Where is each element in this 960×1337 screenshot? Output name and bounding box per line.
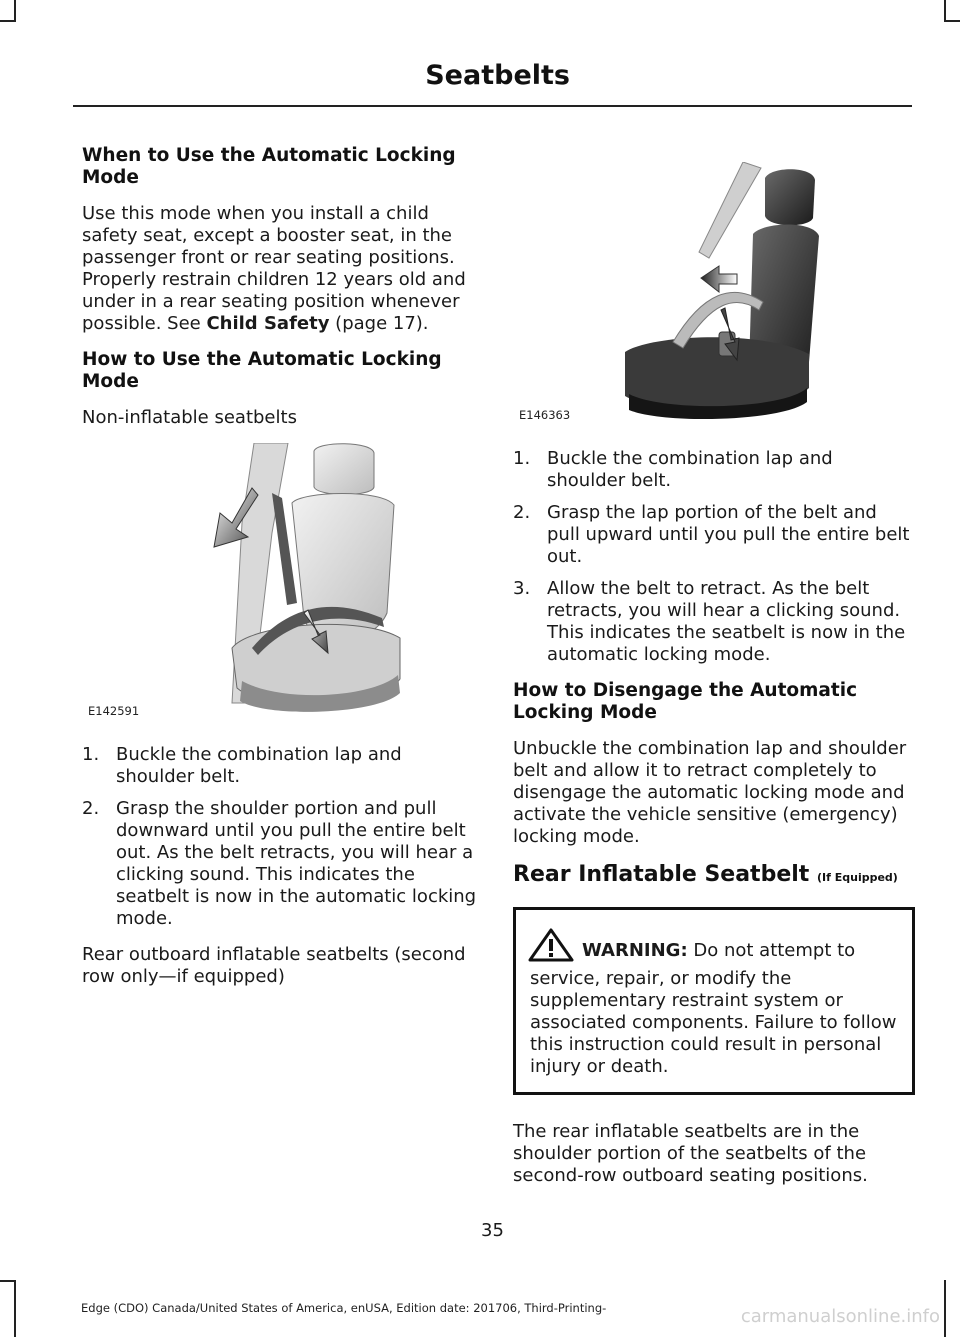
crop-mark (14, 1280, 16, 1337)
crop-mark (14, 0, 16, 20)
paragraph-closing: The rear inflatable seatbelts are in the shoulder portion of the seatbelts of the second-row outboard seating positions. (513, 1121, 868, 1186)
footer-edition: Edge (CDO) Canada/United States of America, enUSA, Edition date: 201706, Third-Printing- (81, 1301, 607, 1315)
figure-code: E146363 (519, 408, 571, 422)
child-safety-link[interactable]: Child Safety (206, 313, 330, 334)
subhead-non-inflatable: Non-inflatable seatbelts (82, 407, 297, 428)
warning-box (513, 907, 915, 1095)
section-title-rear-inflatable: Rear Inflatable Seatbelt (If Equipped) (513, 862, 898, 887)
figure-e142591 (82, 443, 484, 718)
paragraph-disengage: Unbuckle the combination lap and shoulder belt and allow it to retract completely to disengage the automatic locking mode and activate the vehicle sensitive (emergency) locking mode. (513, 738, 907, 847)
list-item: 1. Buckle the combination lap and shoulder belt. (513, 448, 833, 491)
right-column (513, 150, 915, 1201)
warning-label: WARNING: (582, 940, 688, 961)
warning-text: Do not attempt to service, repair, or modify the supplementary restraint system or associated components. Failure to follow this instruction could result in personal injury or death. (530, 940, 897, 1077)
seat-shoulder-belt-illustration (82, 443, 484, 718)
crop-mark (0, 20, 16, 22)
section-heading-disengage: How to Disengage the Automatic Locking Mode (513, 680, 858, 723)
figure-code: E142591 (88, 704, 140, 718)
warning-triangle-icon (528, 928, 574, 968)
list-item: 1. Buckle the combination lap and shoulder belt. (82, 744, 402, 787)
watermark: carmanualsonline.info (740, 1306, 940, 1327)
left-column (82, 145, 484, 1002)
crop-mark (0, 1280, 16, 1282)
list-item: 3. Allow the belt to retract. As the belt retracts, you will hear a clicking sound. This indicates the seatbelt is now in the automatic locking mode. (513, 578, 906, 665)
crop-mark (944, 20, 960, 22)
paragraph-when: Use this mode when you install a child safety seat, except a booster seat, in the passenger front or rear seating positions. Properly restrain children 12 years old and under in a rear seating position whenever possible. See Child Safety (page 17). (82, 203, 466, 334)
list-item: 2. Grasp the lap portion of the belt and pull upward until you pull the entire belt out. (513, 502, 910, 567)
paragraph-rear-outboard: Rear outboard inflatable seatbelts (second row only—if equipped) (82, 944, 466, 987)
page-title: Seatbelts (425, 60, 570, 91)
steps-list-left (82, 744, 484, 930)
figure-e146363 (513, 162, 915, 422)
list-item: 2. Grasp the shoulder portion and pull downward until you pull the entire belt out. As the belt retracts, you will hear a clicking sound. This indicates the seatbelt is now in the automatic locking mode. (82, 798, 477, 929)
header-divider (73, 105, 912, 107)
section-heading-how: How to Use the Automatic Locking Mode (82, 349, 442, 392)
crop-mark (944, 1280, 946, 1337)
steps-list-right (513, 448, 915, 666)
crop-mark (944, 0, 946, 20)
section-heading-when: When to Use the Automatic Locking Mode (82, 145, 456, 188)
page-number: 35 (481, 1220, 504, 1241)
seat-lap-belt-illustration (513, 162, 915, 422)
